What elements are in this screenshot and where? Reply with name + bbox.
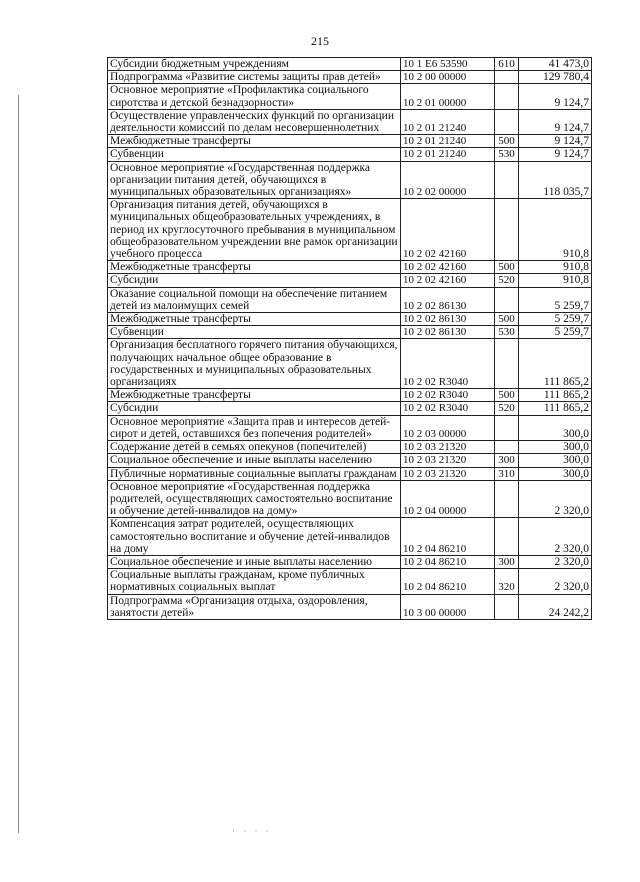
table-row	[108, 569, 592, 594]
cell-sum: 2 320,0	[519, 518, 592, 556]
cell-expense-type	[495, 199, 519, 261]
cell-code: 10 2 03 21320	[401, 454, 495, 467]
cell-code: 10 2 03 21320	[401, 441, 495, 454]
cell-sum: 910,8	[519, 261, 592, 274]
cell-name: Основное мероприятие «Профилактика социального сиротства и детской безнадзорности»	[108, 84, 401, 109]
cell-code: 10 2 01 21240	[401, 148, 495, 161]
cell-code: 10 2 01 21240	[401, 109, 495, 134]
cell-expense-type	[495, 441, 519, 454]
cell-sum: 300,0	[519, 454, 592, 467]
cell-expense-type	[495, 339, 519, 389]
cell-name: Организация бесплатного горячего питания обучающихся, получающих начальное общее образование в государственных и муниципальных образовательных организациях	[108, 339, 401, 389]
table-row	[108, 402, 592, 415]
cell-code: 10 2 03 00000	[401, 415, 495, 440]
cell-name: Субвенции	[108, 148, 401, 161]
table-row	[108, 467, 592, 480]
table-row	[108, 480, 592, 518]
cell-expense-type	[495, 109, 519, 134]
cell-sum: 9 124,7	[519, 148, 592, 161]
cell-code: 10 3 00 00000	[401, 594, 495, 619]
cell-name: Субсидии бюджетным учреждениям	[108, 58, 401, 71]
cell-code: 10 2 02 R3040	[401, 339, 495, 389]
table-row	[108, 135, 592, 148]
cell-name: Социальные выплаты гражданам, кроме публичных нормативных социальных выплат	[108, 569, 401, 594]
cell-sum: 5 259,7	[519, 326, 592, 339]
cell-code: 10 2 04 00000	[401, 480, 495, 518]
cell-sum: 300,0	[519, 415, 592, 440]
table-row	[108, 58, 592, 71]
cell-expense-type: 520	[495, 274, 519, 287]
table-row	[108, 313, 592, 326]
cell-code: 10 2 04 86210	[401, 518, 495, 556]
scan-margin-line	[18, 95, 19, 833]
cell-expense-type: 500	[495, 261, 519, 274]
table-row	[108, 287, 592, 312]
cell-code: 10 2 04 86210	[401, 569, 495, 594]
cell-name: Основное мероприятие «Защита прав и интересов детей-сирот и детей, оставшихся без попечения родителей»	[108, 415, 401, 440]
cell-expense-type	[495, 84, 519, 109]
table-row	[108, 389, 592, 402]
table-row	[108, 441, 592, 454]
table-row	[108, 518, 592, 556]
table-row	[108, 594, 592, 619]
cell-name: Субсидии	[108, 274, 401, 287]
cell-expense-type: 520	[495, 402, 519, 415]
cell-sum: 111 865,2	[519, 339, 592, 389]
cell-name: Подпрограмма «Организация отдыха, оздоровления, занятости детей»	[108, 594, 401, 619]
cell-name: Межбюджетные трансферты	[108, 389, 401, 402]
cell-sum: 24 242,2	[519, 594, 592, 619]
table-row	[108, 71, 592, 84]
cell-name: Социальное обеспечение и иные выплаты населению	[108, 555, 401, 568]
table-row	[108, 555, 592, 568]
cell-expense-type: 500	[495, 313, 519, 326]
cell-sum: 5 259,7	[519, 287, 592, 312]
cell-name: Основное мероприятие «Государственная поддержка организации питания детей, обучающихся в муниципальных образовательных организациях»	[108, 161, 401, 199]
cell-code: 10 2 01 00000	[401, 84, 495, 109]
cell-name: Социальное обеспечение и иные выплаты населению	[108, 454, 401, 467]
cell-code: 10 2 03 21320	[401, 467, 495, 480]
table-row	[108, 161, 592, 199]
cell-sum: 910,8	[519, 199, 592, 261]
cell-sum: 9 124,7	[519, 109, 592, 134]
cell-expense-type: 530	[495, 148, 519, 161]
cell-expense-type: 300	[495, 454, 519, 467]
cell-expense-type: 500	[495, 135, 519, 148]
cell-name: Организация питания детей, обучающихся в муниципальных общеобразовательных учреждениях, в период их круглосуточного пребывания в муниципальном общеобразовательном учреждении вне рамок организации учебного процесса	[108, 199, 401, 261]
cell-sum: 300,0	[519, 441, 592, 454]
cell-code: 10 2 01 21240	[401, 135, 495, 148]
cell-code: 10 2 02 42160	[401, 274, 495, 287]
cell-sum: 111 865,2	[519, 389, 592, 402]
cell-expense-type	[495, 518, 519, 556]
table-row	[108, 109, 592, 134]
table-row	[108, 415, 592, 440]
cell-sum: 129 780,4	[519, 71, 592, 84]
scan-marks: · · · ·	[232, 826, 272, 836]
cell-sum: 300,0	[519, 467, 592, 480]
cell-expense-type: 610	[495, 58, 519, 71]
cell-name: Межбюджетные трансферты	[108, 313, 401, 326]
cell-code: 10 2 02 00000	[401, 161, 495, 199]
table-row	[108, 339, 592, 389]
cell-name: Компенсация затрат родителей, осуществляющих самостоятельно воспитание и обучение детей-инвалидов на дому	[108, 518, 401, 556]
page-number: 215	[311, 34, 329, 48]
cell-sum: 41 473,0	[519, 58, 592, 71]
table-row	[108, 84, 592, 109]
cell-expense-type	[495, 71, 519, 84]
cell-sum: 9 124,7	[519, 84, 592, 109]
cell-name: Осуществление управленческих функций по организации деятельности комиссий по делам несовершеннолетних	[108, 109, 401, 134]
table-row	[108, 148, 592, 161]
cell-name: Субвенции	[108, 326, 401, 339]
cell-expense-type	[495, 415, 519, 440]
cell-name: Оказание социальной помощи на обеспечение питанием детей из малоимущих семей	[108, 287, 401, 312]
cell-expense-type	[495, 161, 519, 199]
cell-sum: 2 320,0	[519, 569, 592, 594]
cell-sum: 2 320,0	[519, 555, 592, 568]
cell-name: Субсидии	[108, 402, 401, 415]
table-row	[108, 274, 592, 287]
cell-code: 10 2 02 42160	[401, 199, 495, 261]
cell-name: Межбюджетные трансферты	[108, 261, 401, 274]
cell-sum: 111 865,2	[519, 402, 592, 415]
cell-sum: 5 259,7	[519, 313, 592, 326]
cell-code: 10 2 02 R3040	[401, 389, 495, 402]
cell-name: Содержание детей в семьях опекунов (попечителей)	[108, 441, 401, 454]
budget-table-body	[108, 58, 592, 620]
cell-sum: 2 320,0	[519, 480, 592, 518]
cell-expense-type: 530	[495, 326, 519, 339]
table-row	[108, 199, 592, 261]
cell-expense-type: 300	[495, 555, 519, 568]
budget-table	[107, 57, 592, 620]
cell-name: Публичные нормативные социальные выплаты гражданам	[108, 467, 401, 480]
cell-name: Подпрограмма «Развитие системы защиты прав детей»	[108, 71, 401, 84]
cell-expense-type	[495, 594, 519, 619]
cell-name: Межбюджетные трансферты	[108, 135, 401, 148]
cell-sum: 118 035,7	[519, 161, 592, 199]
table-row	[108, 261, 592, 274]
cell-code: 10 2 00 00000	[401, 71, 495, 84]
cell-code: 10 1 Е6 53590	[401, 58, 495, 71]
cell-expense-type: 500	[495, 389, 519, 402]
cell-code: 10 2 02 86130	[401, 287, 495, 312]
cell-code: 10 2 04 86210	[401, 555, 495, 568]
table-row	[108, 454, 592, 467]
table-row	[108, 326, 592, 339]
cell-code: 10 2 02 86130	[401, 313, 495, 326]
cell-expense-type: 310	[495, 467, 519, 480]
cell-expense-type	[495, 480, 519, 518]
cell-expense-type: 320	[495, 569, 519, 594]
cell-code: 10 2 02 86130	[401, 326, 495, 339]
cell-expense-type	[495, 287, 519, 312]
cell-sum: 910,8	[519, 274, 592, 287]
cell-name: Основное мероприятие «Государственная поддержка родителей, осуществляющих самостоятельно воспитание и обучение детей-инвалидов на дому»	[108, 480, 401, 518]
cell-code: 10 2 02 R3040	[401, 402, 495, 415]
cell-sum: 9 124,7	[519, 135, 592, 148]
cell-code: 10 2 02 42160	[401, 261, 495, 274]
